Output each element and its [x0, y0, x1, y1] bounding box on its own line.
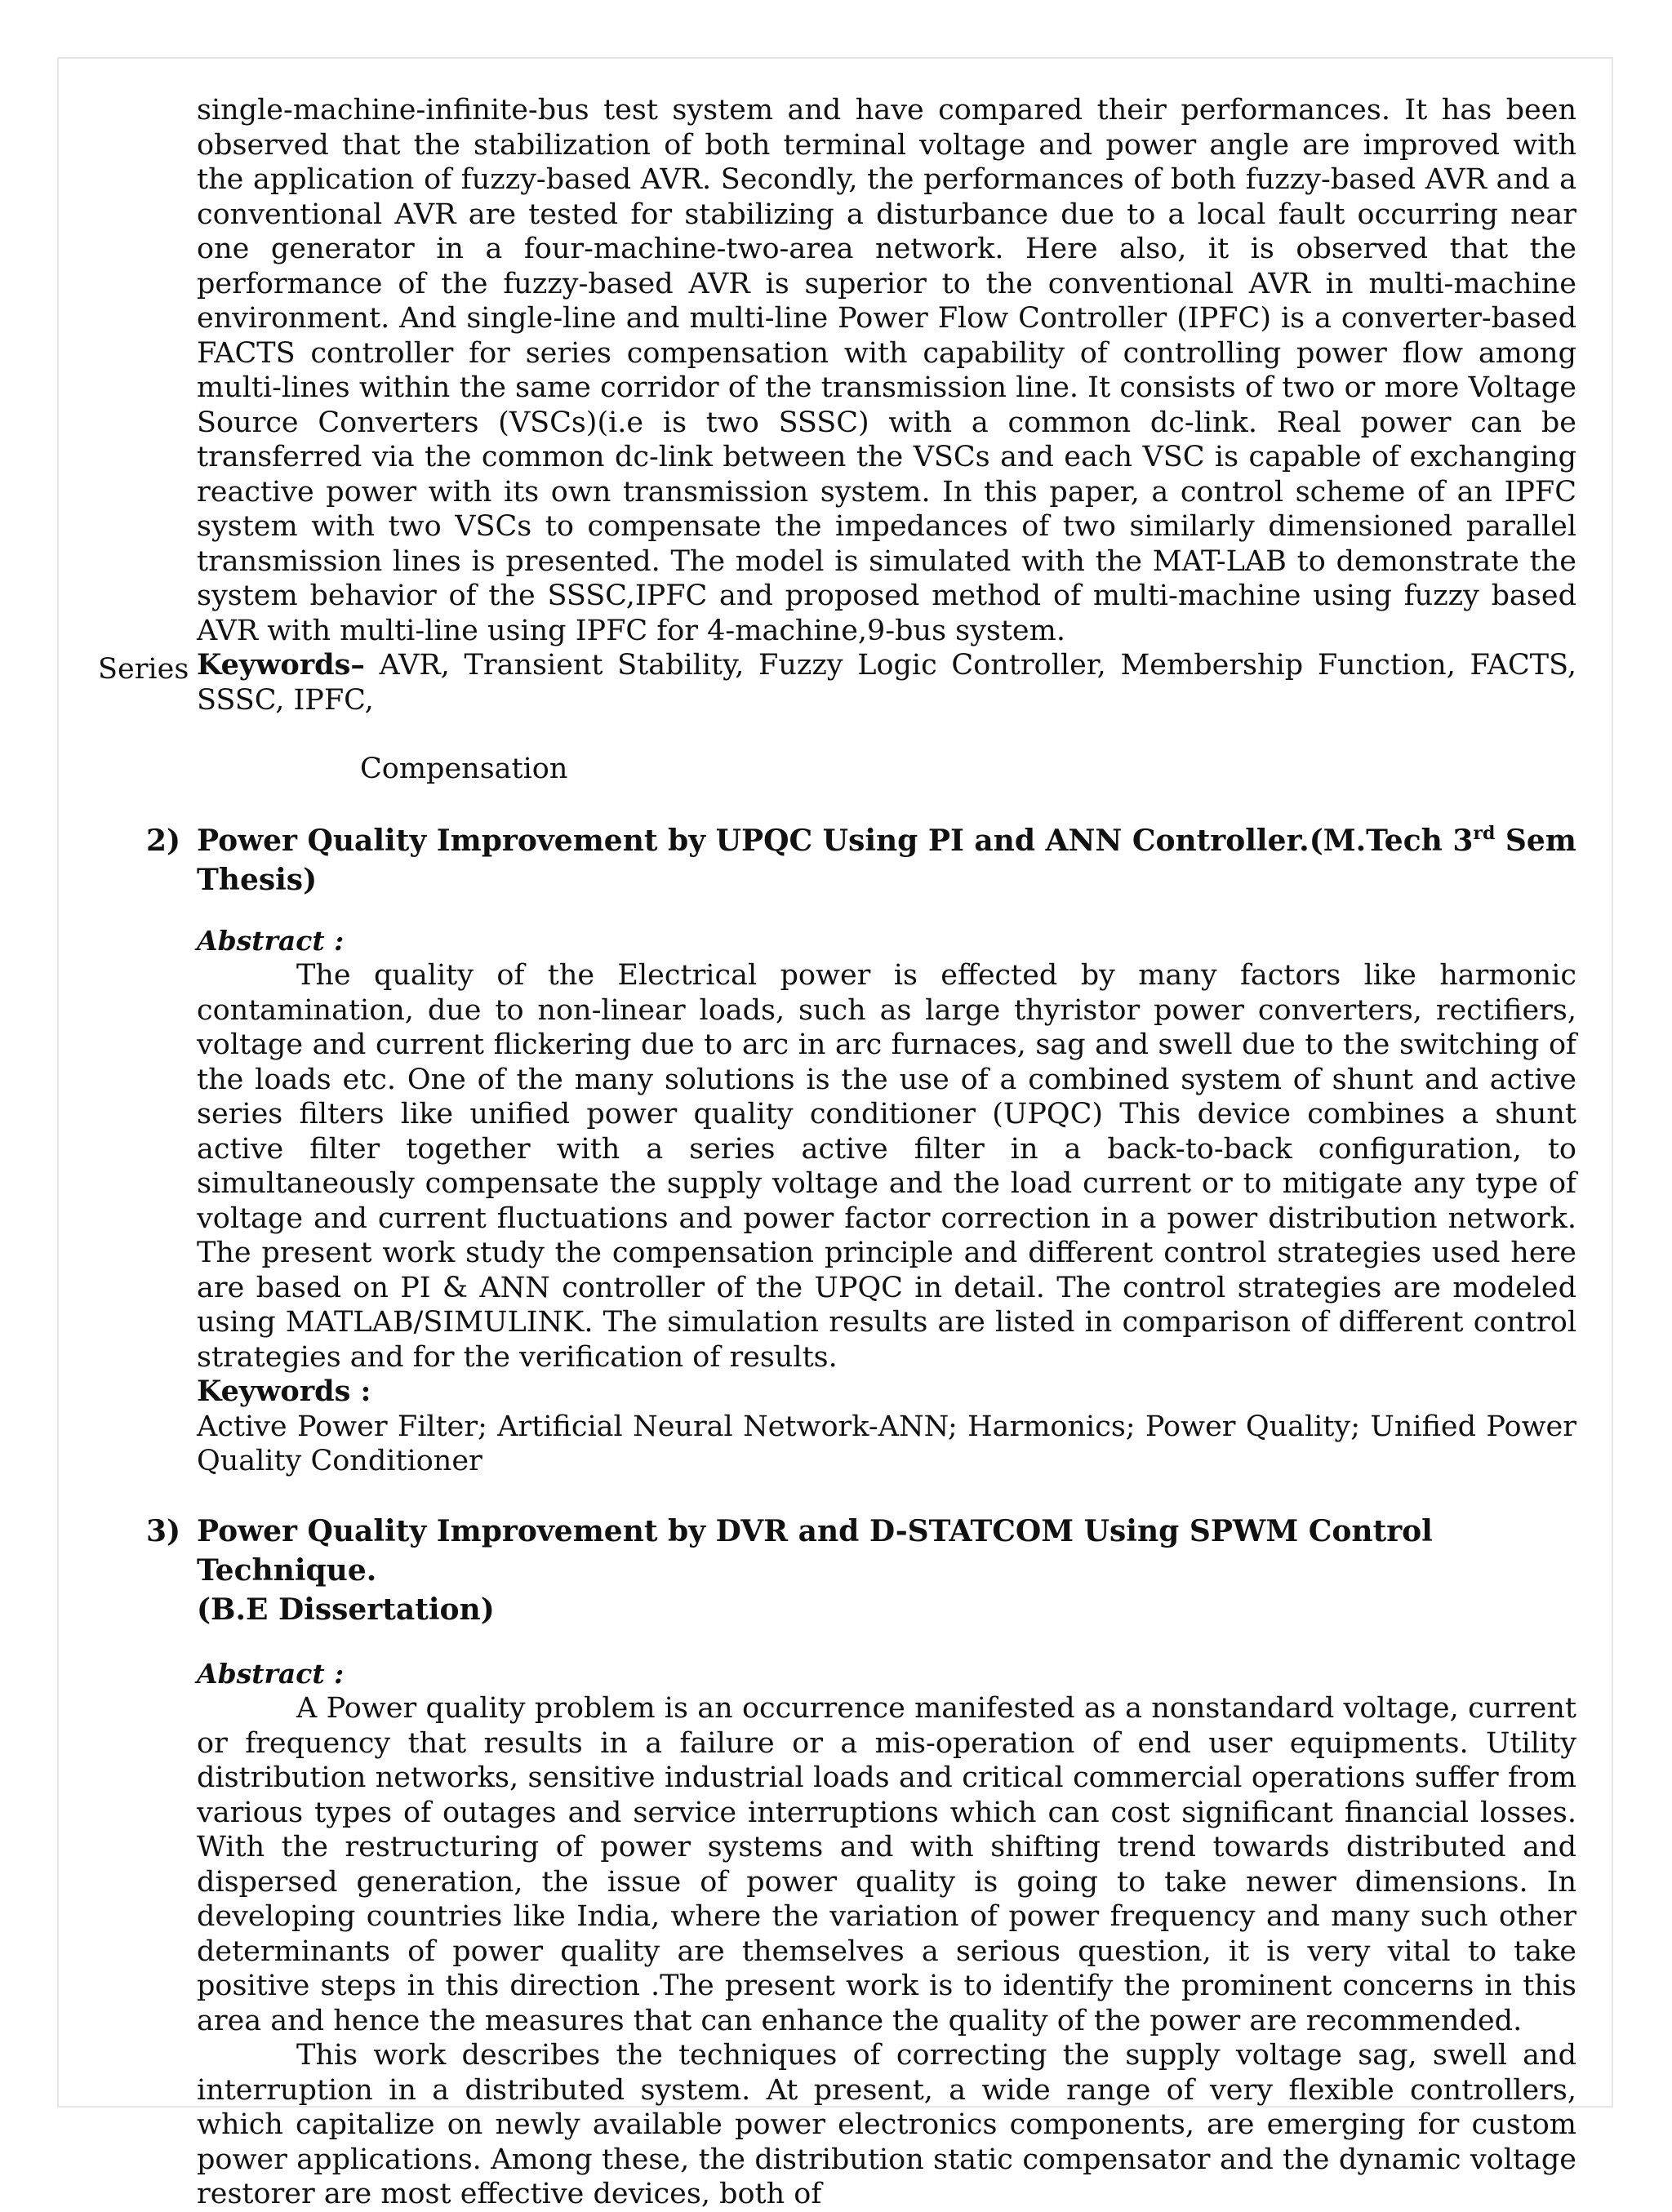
section-2-heading	[146, 821, 1576, 899]
section-3-title-line1: Power Quality Improvement by DVR and D-STATCOM Using SPWM Control Technique.	[197, 1513, 1433, 1588]
document-body	[146, 93, 1576, 2212]
section-3-abstract-label: Abstract :	[197, 1657, 345, 1690]
section-2-abstract: The quality of the Electrical power is effected by many factors like harmonic contamination, due to non-linear loads, such as large thyristor power converters, rectifiers, voltage and current flickering due to arc in arc furnaces, sag and swell due to the switching of the loads etc. One of the many solutions is the use of a combined system of shunt and active series filters like unified power quality conditioner (UPQC) This device combines a shunt active filter together with a series active filter in a back-to-back configuration, to simultaneously compensate the supply voltage and the load current or to mitigate any type of voltage and current fluctuations and power factor correction in a power distribution network. The present work study the compensation principle and different control strategies used here are based on PI & ANN controller of the UPQC in detail. The control strategies are modeled using MATLAB/SIMULINK. The simulation results are listed in comparison of different control strategies and for the verification of results.	[197, 959, 1576, 1374]
intro-keywords	[197, 648, 1576, 717]
section-2-keywords: Active Power Filter; Artificial Neural Network-ANN; Harmonics; Power Quality; Unified Power Quality Conditioner	[197, 1410, 1576, 1477]
section-3-title-line2: (B.E Dissertation)	[197, 1592, 495, 1627]
intro-paragraph: single-machine-infinite-bus test system and have compared their performances. It has been observed that the stabilization of both terminal voltage and power angle are improved with the application of fuzzy-based AVR. Secondly, the performances of both fuzzy-based AVR and a conventional AVR are tested for stabilizing a disturbance due to a local fault occurring near one generator in a four-machine-two-area network. Here also, it is observed that the performance of the fuzzy-based AVR is superior to the conventional AVR in multi-machine environment. And single-line and multi-line Power Flow Controller (IPFC) is a converter-based FACTS controller for series compensation with capability of controlling power flow among multi-lines within the same corridor of the transmission line. It consists of two or more Voltage Source Converters (VSCs)(i.e is two SSSC) with a common dc-link. Real power can be transferred via the common dc-link between the VSCs and each VSC is capable of exchanging reactive power with its own transmission system. In this paper, a control scheme of an IPFC system with two VSCs to compensate the impedances of two similarly dimensioned parallel transmission lines is presented. The model is simulated with the MAT-LAB to demonstrate the system behavior of the SSSC,IPFC and proposed method of multi-machine using fuzzy based AVR with multi-line using IPFC for 4-machine,9-bus system.	[197, 94, 1576, 647]
section-3-number: 3)	[146, 1513, 181, 1548]
section-2-abstract-label: Abstract :	[197, 924, 345, 957]
section-3-heading	[146, 1512, 1576, 1629]
section-2-number: 2)	[146, 823, 181, 858]
section-3-abstract-p2: This work describes the techniques of correcting the supply voltage sag, swell and interruption in a distributed system. At present, a wide range of very flexible controllers, which capitalize on newly available power electronics components, are emerging for custom power applications. Among these, the distribution static compensator and the dynamic voltage restorer are most effective devices, both of	[197, 2039, 1576, 2210]
keywords-text: AVR, Transient Stability, Fuzzy Logic Controller, Membership Function, FACTS, SSSC, IPFC,	[197, 649, 1576, 717]
section-2-keywords-label: Keywords :	[197, 1375, 371, 1408]
keywords-label: Keywords–	[197, 648, 365, 682]
section-2-title-sup: rd	[1473, 822, 1496, 844]
section-2-title-tail: Sem Thesis)	[197, 823, 1576, 897]
section-3-abstract-p1: A Power quality problem is an occurrence manifested as a nonstandard voltage, current or frequency that results in a failure or a mis-operation of end user equipments. Utility distribution networks, sensitive industrial loads and critical commercial operations suffer from various types of outages and service interruptions which can cost significant financial losses. With the restructuring of power systems and with shifting trend towards distributed and dispersed generation, the issue of power quality is going to take newer dimensions. In developing countries like India, where the variation of power frequency and many such other determinants of power quality are themselves a serious question, it is very vital to take positive steps in this direction .The present work is to identify the prominent concerns in this area and hence the measures that can enhance the quality of the power are recommended.	[197, 1692, 1576, 2037]
keywords-continuation: Compensation	[360, 753, 568, 785]
keywords-overflow-word: Series	[98, 653, 189, 686]
section-2-title: Power Quality Improvement by UPQC Using PI and ANN Controller.(M.Tech 3	[197, 823, 1474, 858]
